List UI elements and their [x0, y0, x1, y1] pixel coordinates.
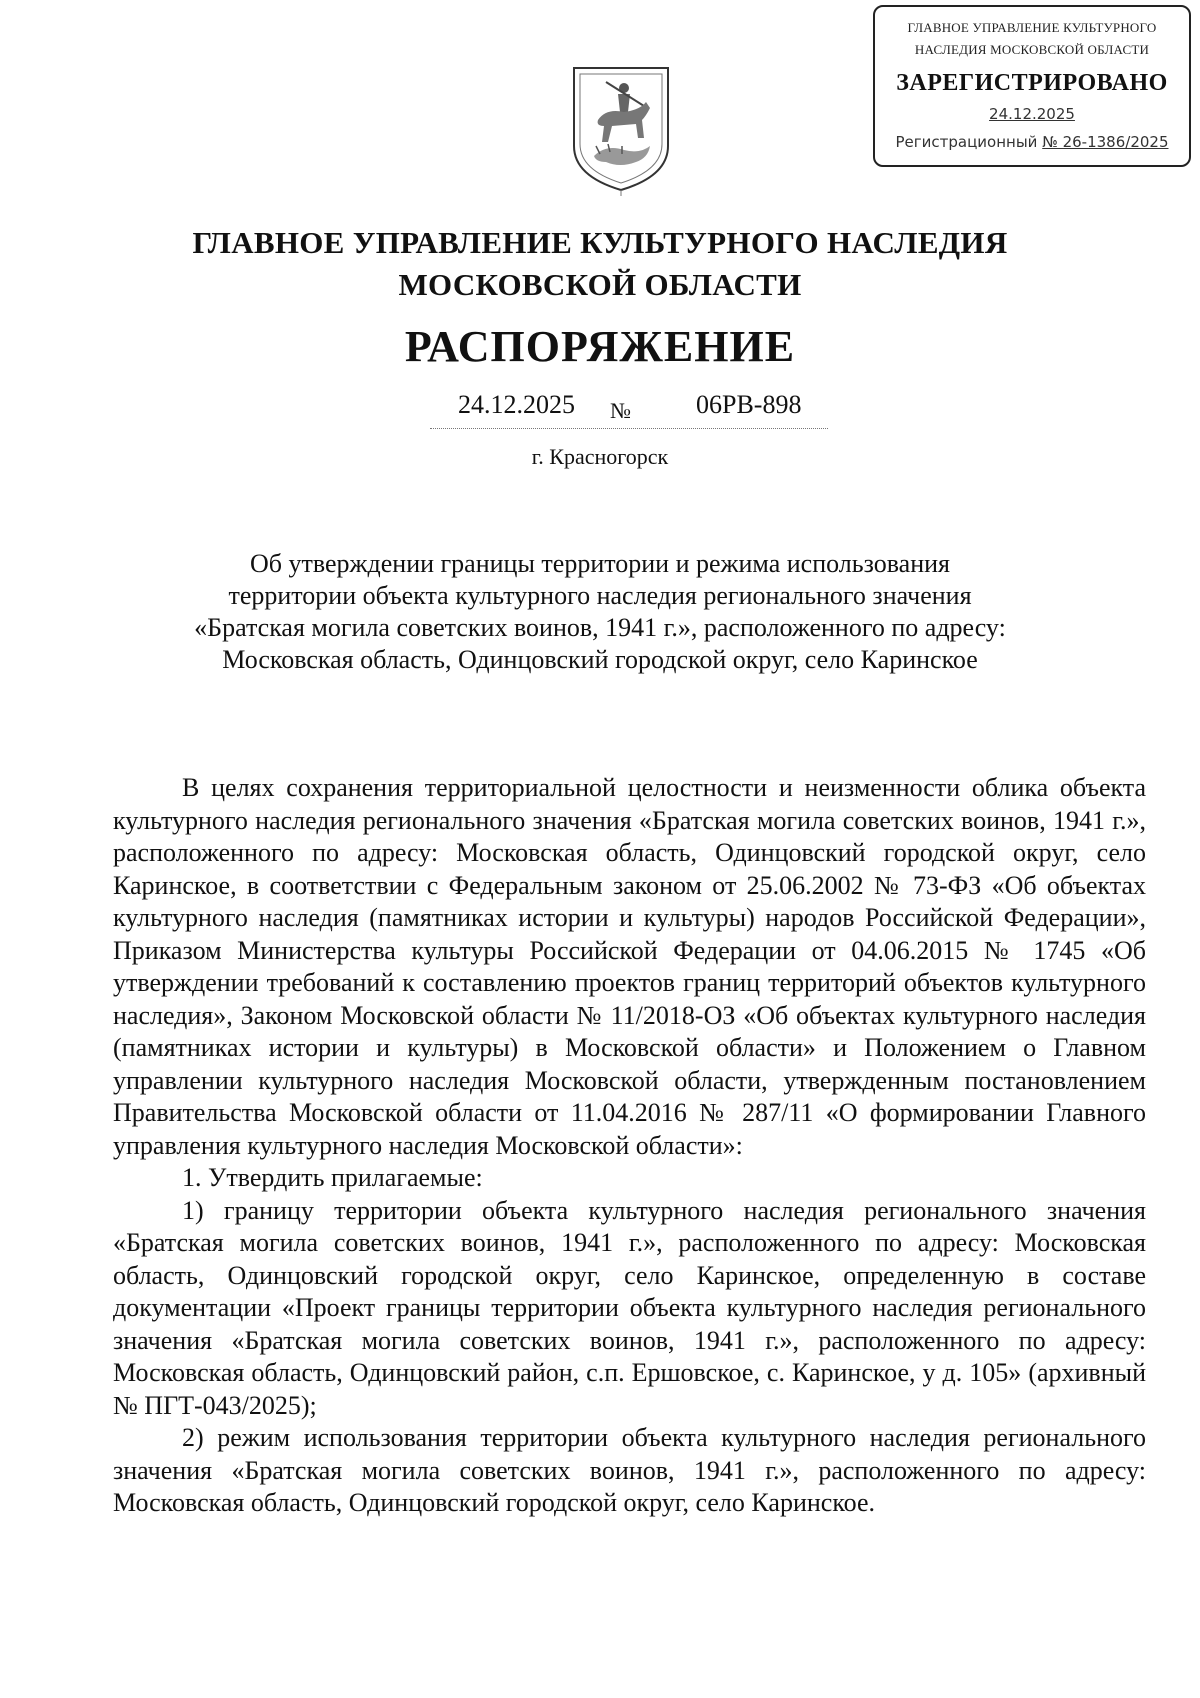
organization-title	[0, 222, 1200, 306]
stamp-reg-label: Регистрационный	[895, 133, 1038, 151]
subject-line-2: территории объекта культурного наследия регионального значения	[228, 581, 972, 610]
organization-title-line-2: МОСКОВСКОЙ ОБЛАСТИ	[398, 267, 802, 302]
stamp-reg-number	[875, 133, 1189, 151]
item-1-2: 2) режим использования территории объекта культурного наследия регионального значения «Братская могила советских воинов, 1941 г.», расположенного по адресу: Московская область, Одинцовский городской округ, село Каринское.	[113, 1423, 1146, 1517]
document-date: 24.12.2025	[458, 390, 575, 419]
subject-line-3: «Братская могила советских воинов, 1941 г.», расположенного по адресу:	[194, 613, 1006, 642]
stamp-organization	[875, 17, 1189, 61]
date-number-line	[430, 388, 828, 429]
registration-stamp	[873, 5, 1191, 167]
city: г. Красногорск	[531, 444, 669, 469]
stamp-org-line-2: НАСЛЕДИЯ МОСКОВСКОЙ ОБЛАСТИ	[914, 42, 1150, 57]
document-body	[113, 772, 1146, 1520]
stamp-date: 24.12.2025	[989, 105, 1075, 123]
item-1: 1. Утвердить прилагаемые:	[182, 1163, 483, 1192]
document-subject	[140, 548, 1060, 676]
number-sign: №	[610, 398, 631, 423]
preamble-paragraph: В целях сохранения территориальной целостности и неизменности облика объекта культурного наследия регионального значения «Братская могила советских воинов, 1941 г.», расположенного по адресу: Московская область, Одинцовский городской округ, село Каринское, в соответствии с Федеральным законом от 25.06.2002 № 73-ФЗ «Об объектах культурного наследия (памятниках истории и культуры) народов Российской Федерации», Приказом Министерства культуры Российской Федерации от 04.06.2015 № 1745 «Об утверждении требований к составлению проектов границ территорий объектов культурного наследия», Законом Московской области № 11/2018-ОЗ «Об объектах культурного наследия (памятниках истории и культуры) в Московской области» и Положением о Главном управлении культурного наследия Московской области, утвержденным постановлением Правительства Московской области от 11.04.2016 № 287/11 «О формировании Главного управления культурного наследия Московской области»:	[113, 773, 1146, 1160]
stamp-reg-value: № 26-1386/2025	[1042, 133, 1169, 151]
organization-title-line-1: ГЛАВНОЕ УПРАВЛЕНИЕ КУЛЬТУРНОГО НАСЛЕДИЯ	[192, 225, 1008, 260]
subject-line-1: Об утверждении границы территории и режима использования	[250, 549, 950, 578]
item-1-1: 1) границу территории объекта культурного наследия регионального значения «Братская могила советских воинов, 1941 г.», расположенного по адресу: Московская область, Одинцовский городской округ, село Каринское, определенную в составе документации «Проект границы территории объекта культурного наследия регионального значения «Братская могила советских воинов, 1941 г.», расположенного по адресу: Московская область, Одинцовский район, с.п. Ершовское, с. Каринское, у д. 105» (архивный № ПГТ-043/2025);	[113, 1195, 1146, 1420]
moscow-oblast-coat-of-arms-icon	[566, 58, 676, 198]
stamp-org-line-1: ГЛАВНОЕ УПРАВЛЕНИЕ КУЛЬТУРНОГО	[907, 20, 1157, 35]
document-number: 06РВ-898	[696, 390, 802, 419]
stamp-status: ЗАРЕГИСТРИРОВАНО	[896, 70, 1168, 96]
subject-line-4: Московская область, Одинцовский городской округ, село Каринское	[222, 645, 978, 674]
document-type: РАСПОРЯЖЕНИЕ	[404, 322, 796, 371]
